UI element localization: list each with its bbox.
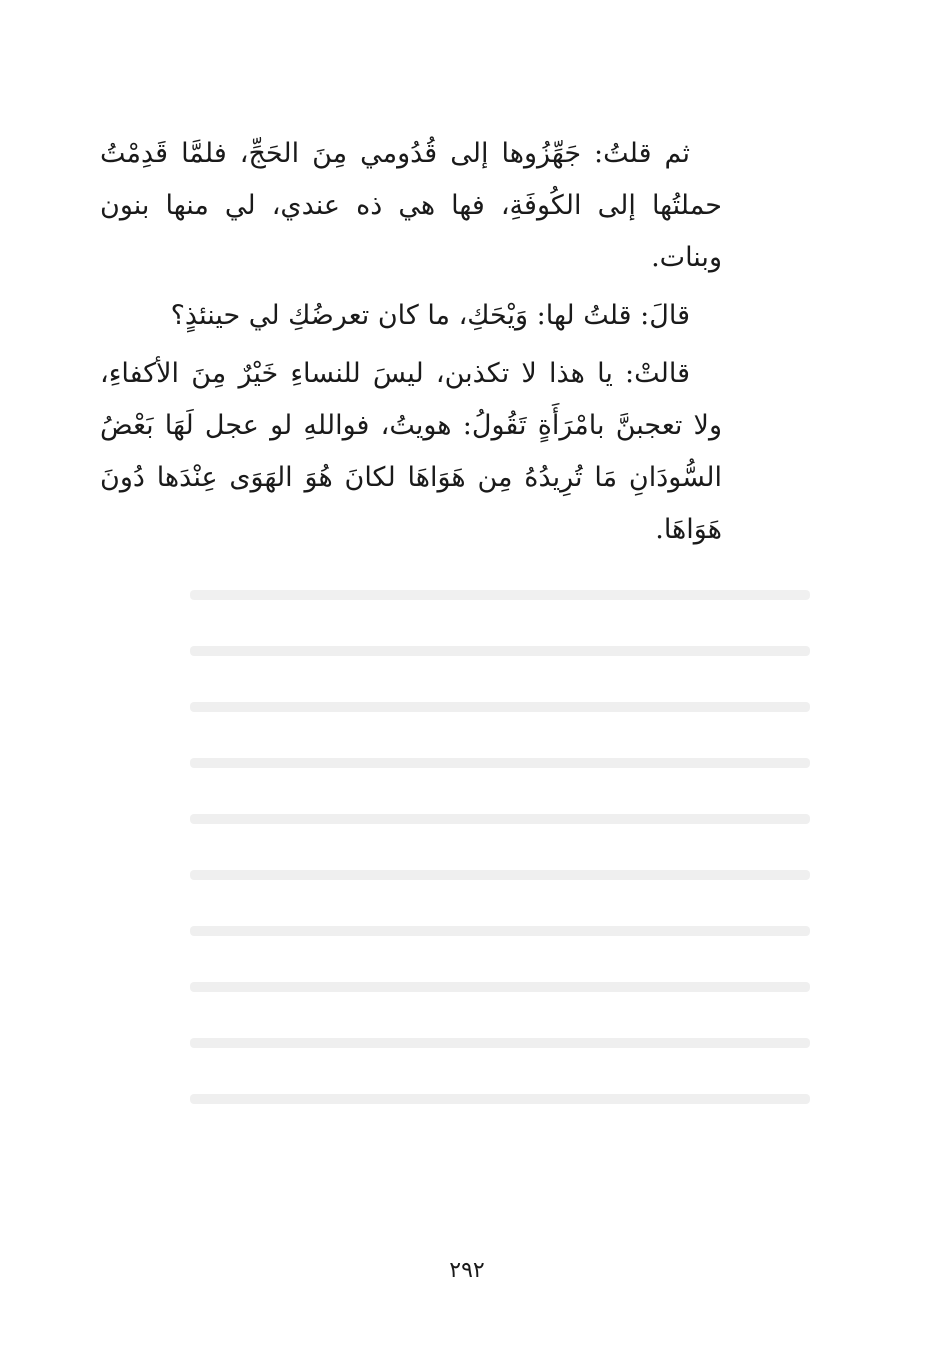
body-text	[100, 128, 722, 562]
show-through-text	[190, 590, 810, 1150]
page-number: ٢٩٢	[449, 1258, 485, 1283]
paragraph-2: قالَ: قلتُ لها: وَيْحَكِ، ما كان تعرضُكِ لي حينئذٍ؟	[170, 300, 690, 331]
paragraph-1: ثم قلتُ: جَهِّزُوها إلى قُدُومي مِنَ الحَجِّ، فلمَّا قَدِمْتُ حملتُها إلى الكُوفَةِ، فها هي ذه عندي، لي منها بنون وبنات.	[100, 138, 722, 273]
paragraph-3: قالتْ: يا هذا لا تكذبن، ليسَ للنساءِ خَيْرٌ مِنَ الأكفاءِ، ولا تعجبنَّ بامْرَأَةٍ تَقُولُ: هويتُ، فواللهِ لو عجل لَهَا بَعْضُ السُّودَانِ مَا تُرِيدُهُ مِن هَوَاهَا لكانَ هُوَ الهَوَى عِنْدَها دُونَ هَوَاهَا.	[100, 358, 722, 545]
